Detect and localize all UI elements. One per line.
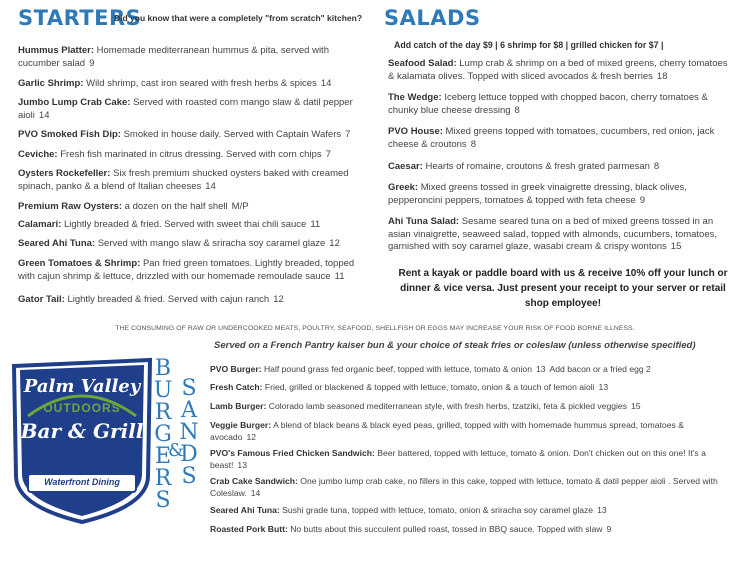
item-name: Gator Tail: (18, 294, 65, 305)
item-desc: Beer battered, topped with lettuce, tomato & onion. Don't chicken out on this one! It's a beast! (210, 448, 706, 470)
item-name: Crab Cake Sandwich: (210, 476, 298, 486)
sands-vertical-heading (178, 378, 200, 488)
menu-item (18, 294, 368, 307)
logo-line3: Bar & Grill (20, 419, 144, 443)
item-desc: Lump crab & shrimp on a bed of mixed greens, cherry tomatoes & kalamata olives. Topped with sliced avocados & fresh berries (388, 58, 728, 82)
item-name: Roasted Pork Butt: (210, 524, 288, 534)
menu-item (18, 149, 368, 162)
item-desc: Hearts of romaine, croutons & fresh grated parmesan (425, 161, 650, 172)
heading-letter: U (153, 378, 173, 403)
heading-letter: N (179, 420, 199, 445)
item-desc: Six fresh premium shucked oysters baked with creamed spinach, panko & a blend of Italian cheeses (18, 168, 349, 192)
menu-item (388, 182, 728, 207)
item-name: Premium Raw Oysters: (18, 201, 123, 212)
item-desc: A blend of black beans & black eyed peas, grilled, topped with with homemade hummus spread, tomatoes & avocado (210, 420, 684, 442)
logo-line4: Waterfront Dining (44, 477, 120, 487)
item-price: 11 (334, 270, 345, 282)
item-name: Seared Ahi Tuna: (18, 238, 96, 249)
item-name: PVO House: (388, 126, 443, 137)
restaurant-logo (8, 356, 156, 526)
item-name: PVO Burger: (210, 364, 262, 374)
item-desc: a dozen on the half shell (124, 201, 228, 212)
item-desc: Lightly breaded & fried. Served with sweet thai chili sauce (63, 219, 307, 230)
item-price: 9 (89, 57, 95, 69)
menu-item (18, 45, 348, 70)
item-name: Seared Ahi Tuna: (210, 505, 280, 515)
salads-heading: SALADS (384, 6, 481, 30)
item-price: 9 (606, 524, 612, 534)
menu-item (388, 92, 728, 117)
heading-letter: B (154, 356, 172, 381)
menu-item (210, 419, 730, 443)
item-price: 13 (237, 460, 247, 470)
item-desc: Sesame seared tuna on a bed of mixed greens tossed in an asian vinaigrette, seaweed salad, topped with almonds, cucumbers, tomatoes, garnished with soy caramel glaze, wasabi cream & crispy wontons (388, 216, 717, 252)
item-price: 13 (597, 505, 607, 515)
item-name: Calamari: (18, 219, 62, 230)
item-price: 12 (329, 238, 340, 249)
item-price: 13 (598, 382, 609, 392)
heading-letter: S (181, 464, 197, 489)
menu-item (18, 97, 368, 122)
burgers-vertical-heading (152, 358, 174, 512)
menu-item (18, 168, 363, 193)
item-name: Green Tomatoes & Shrimp: (18, 258, 141, 269)
item-desc: Iceberg lettuce topped with chopped bacon, cherry tomatoes & chunky blue cheese dressing (388, 92, 708, 116)
item-price: 7 (325, 149, 331, 160)
item-desc: Half pound grass fed organic beef, topped with lettuce, tomato & onion (263, 364, 532, 374)
item-name: Fresh Catch: (210, 382, 263, 392)
item-desc: Fried, grilled or blackened & topped with lettuce, tomato, onion & a touch of lemon aioli (264, 382, 595, 392)
menu-item (210, 363, 730, 375)
heading-letter: G (154, 422, 172, 447)
heading-letter: A (181, 398, 197, 423)
menu-item (18, 258, 373, 283)
item-price: 8 (470, 138, 476, 150)
item-desc: Served with mango slaw & sriracha soy caramel glaze (97, 238, 326, 249)
burgers-served-note: Served on a French Pantry kaiser bun & your choice of steak fries or coleslaw (unless otherwise specified) (214, 340, 696, 351)
item-price: 11 (310, 219, 321, 230)
heading-letter: S (155, 488, 171, 513)
item-price: 8 (514, 104, 520, 116)
heading-letter: S (181, 376, 197, 401)
menu-item (388, 161, 728, 174)
menu-item (18, 129, 368, 142)
item-name: PVO Smoked Fish Dip: (18, 129, 121, 140)
item-price: 18 (656, 70, 668, 82)
item-desc: Sushi grade tuna, topped with lettuce, tomato, onion & sriracha soy caramel glaze (282, 505, 594, 515)
menu-item (18, 78, 358, 91)
item-desc: Pan fried green tomatoes. Lightly breaded, topped with cajun shrimp & lettuce, drizzled with our homemade remoulade sauce (18, 258, 355, 282)
item-desc: Mixed greens tossed in greek vinaigrette dressing, black olives, pepperoncini peppers, tomatoes & topped with feta cheese (388, 182, 687, 206)
menu-item (210, 400, 730, 412)
item-price: 13 (535, 364, 546, 374)
item-desc: Mixed greens topped with tomatoes, cucumbers, red onion, jack cheese & croutons (388, 126, 715, 150)
heading-letter: E (154, 444, 172, 469)
item-price: 9 (639, 194, 645, 206)
salads-note: Add catch of the day $9 | 6 shrimp for $8 | grilled chicken for $7 | (394, 40, 664, 50)
starters-note: Did you know that were a completely "from scratch" kitchen? (114, 13, 363, 23)
item-price: 8 (653, 161, 660, 172)
food-warning: THE CONSUMING OF RAW OR UNDERCOOKED MEATS, POULTRY, SEAFOOD, SHELLFISH OR EGGS MAY INCREASE YOUR RISK OF FOOD BORNE ILLNESS. (115, 325, 635, 332)
item-price: 12 (246, 432, 257, 442)
heading-letter: R (154, 400, 172, 425)
item-name: Oysters Rockefeller: (18, 168, 111, 179)
item-price: M/P (231, 201, 249, 212)
heading-letter: R (154, 466, 172, 491)
heading-letter: D (180, 442, 198, 467)
item-name: Lamb Burger: (210, 401, 267, 411)
item-price: 15 (670, 241, 682, 252)
item-name: Garlic Shrimp: (18, 78, 84, 89)
item-name: Hummus Platter: (18, 45, 95, 56)
logo-line1: Palm Valley (23, 376, 141, 397)
item-desc: Served with roasted corn mango slaw & datil pepper aioli (18, 97, 353, 121)
item-desc: Smoked in house daily. Served with Captain Wafers (123, 129, 342, 140)
item-price: 14 (250, 488, 261, 498)
item-price: 12 (273, 294, 284, 305)
item-name: Greek: (388, 182, 419, 193)
item-extra: Add bacon or a fried egg 2 (549, 364, 651, 374)
item-name: Jumbo Lump Crab Cake: (18, 97, 131, 108)
item-name: Ahi Tuna Salad: (388, 216, 460, 227)
item-name: The Wedge: (388, 92, 442, 103)
starters-heading: STARTERS (18, 6, 142, 30)
item-name: Seafood Salad: (388, 58, 457, 69)
item-price: 14 (38, 109, 50, 121)
menu-item (210, 381, 730, 393)
item-name: PVO's Famous Fried Chicken Sandwich: (210, 448, 375, 458)
item-desc: No butts about this succulent pulled roast, tossed in BBQ sauce. Topped with slaw (290, 524, 603, 534)
item-price: 14 (320, 78, 332, 89)
menu-item (210, 475, 735, 499)
menu-item (388, 126, 728, 151)
heading-ampersand: & (167, 440, 185, 461)
item-desc: Homemade mediterranean hummus & pita, served with cucumber salad (18, 45, 329, 69)
promo-text: Rent a kayak or paddle board with us & receive 10% off your lunch or dinner & vice versa. Just present your receipt to your server or retail shop employee! (398, 268, 728, 309)
item-desc: Colorado lamb seasoned mediterranean style, with fresh herbs, tzatziki, feta & pickled veggies (268, 401, 627, 411)
menu-item (18, 238, 368, 251)
item-price: 7 (345, 129, 351, 140)
menu-item (210, 523, 730, 535)
menu-item (210, 447, 730, 471)
item-name: Ceviche: (18, 149, 58, 160)
menu-item (18, 219, 368, 232)
item-desc: Wild shrimp, cast iron seared with fresh herbs & spices (86, 78, 317, 89)
item-desc: Lightly breaded & fried. Served with cajun ranch (67, 294, 270, 305)
item-name: Caesar: (388, 161, 423, 172)
logo-line2: OUTDOORS (43, 401, 121, 415)
item-desc: Fresh fish marinated in citrus dressing. Served with corn chips (60, 149, 322, 160)
item-price: 14 (205, 180, 216, 192)
item-name: Veggie Burger: (210, 420, 272, 430)
menu-item (18, 201, 368, 214)
item-desc: One jumbo lump crab cake, no fillers in this cake, topped with lettuce, tomato & datil pepper aioli . Served with Coleslaw. (210, 476, 718, 498)
menu-item (388, 58, 728, 83)
menu-item (210, 504, 730, 516)
item-price: 15 (631, 401, 641, 411)
menu-item (388, 216, 728, 254)
